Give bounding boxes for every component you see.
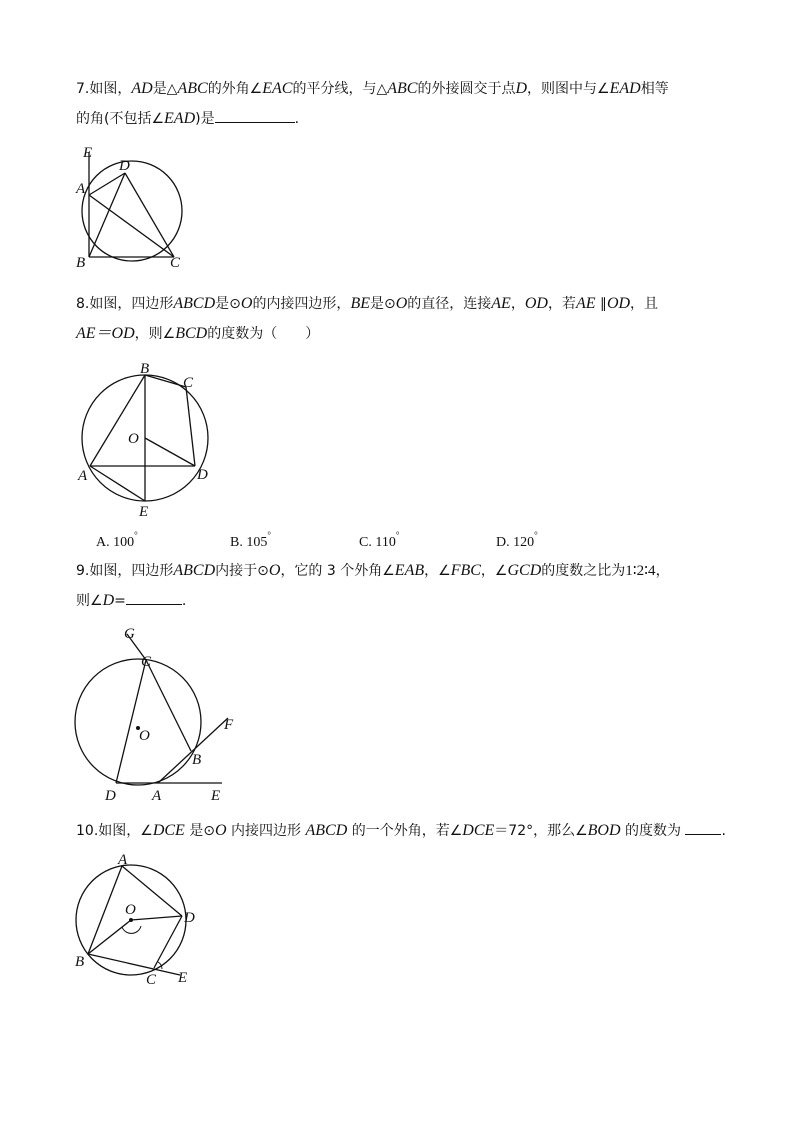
question-7-line-2: 的角(不包括∠EAD)是 . — [76, 104, 726, 134]
question-10-line-1: 10.如图，∠DCE 是⊙O 内接四边形 ABCD 的一个外角，若∠DCE＝72°，那么∠BOD 的度数为 . — [76, 816, 726, 846]
point-label-b: B — [140, 361, 150, 377]
figure-8-inscribed-quadrilateral — [70, 358, 230, 528]
figure-9-inscribed-quadrilateral — [70, 622, 260, 807]
question-8-line-2: AE＝OD，则∠BCD的度数为（ ） — [76, 325, 320, 342]
point-label-e: E — [178, 970, 188, 986]
point-label-d: D — [184, 910, 195, 926]
point-label-c: C — [146, 972, 157, 988]
question-8 — [76, 289, 726, 349]
figure-7-circle-triangle — [70, 140, 200, 275]
point-label-b: B — [75, 954, 85, 970]
point-label-a: A — [78, 468, 88, 484]
answer-blank-7[interactable] — [215, 104, 295, 123]
answer-blank-9[interactable] — [126, 586, 182, 605]
point-label-d: D — [105, 788, 116, 804]
point-label-e: E — [211, 788, 221, 804]
question-7-line-1: 7.如图，AD是△ABC的外角∠EAC的平分线，与△ABC的外接圆交于点D，则图中与∠EAD相等 — [76, 80, 669, 97]
figure-10-inscribed-quadrilateral — [70, 848, 210, 988]
point-label-g: G — [124, 626, 135, 642]
choice-d[interactable]: D. 120° — [496, 530, 538, 550]
choice-a[interactable]: A. 100° — [96, 530, 138, 550]
point-label-b: B — [76, 255, 86, 271]
choice-b[interactable]: B. 105° — [230, 530, 271, 550]
point-label-d: D — [197, 467, 208, 483]
point-label-c: C — [183, 375, 194, 391]
question-9 — [76, 556, 726, 616]
point-label-d: D — [119, 158, 130, 174]
question-9-line-2: 则∠D= . — [76, 586, 726, 616]
choice-c[interactable]: C. 110° — [359, 530, 400, 550]
question-8-line-1: 8.如图，四边形ABCD是⊙O的内接四边形，BE是⊙O的直径，连接AE，OD，若AE ∥OD，且 — [76, 295, 659, 312]
point-label-a: A — [118, 852, 128, 868]
answer-blank-10[interactable] — [685, 816, 721, 835]
point-label-e: E — [139, 504, 149, 520]
point-label-f: F — [224, 717, 234, 733]
question-9-line-1: 9.如图，四边形ABCD内接于⊙O，它的 3 个外角∠EAB，∠FBC，∠GCD的度数之比为1∶2∶4， — [76, 562, 670, 579]
point-label-o: O — [139, 728, 150, 744]
question-10 — [76, 816, 726, 846]
point-label-c: C — [141, 654, 152, 670]
point-label-e: E — [83, 145, 93, 161]
point-label-b: B — [192, 752, 202, 768]
point-label-o: O — [125, 902, 136, 918]
question-7 — [76, 74, 726, 134]
point-label-a: A — [152, 788, 162, 804]
point-label-c: C — [170, 255, 181, 271]
point-label-o: O — [128, 431, 139, 447]
question-8-choices — [96, 530, 656, 552]
point-label-a: A — [76, 181, 86, 197]
